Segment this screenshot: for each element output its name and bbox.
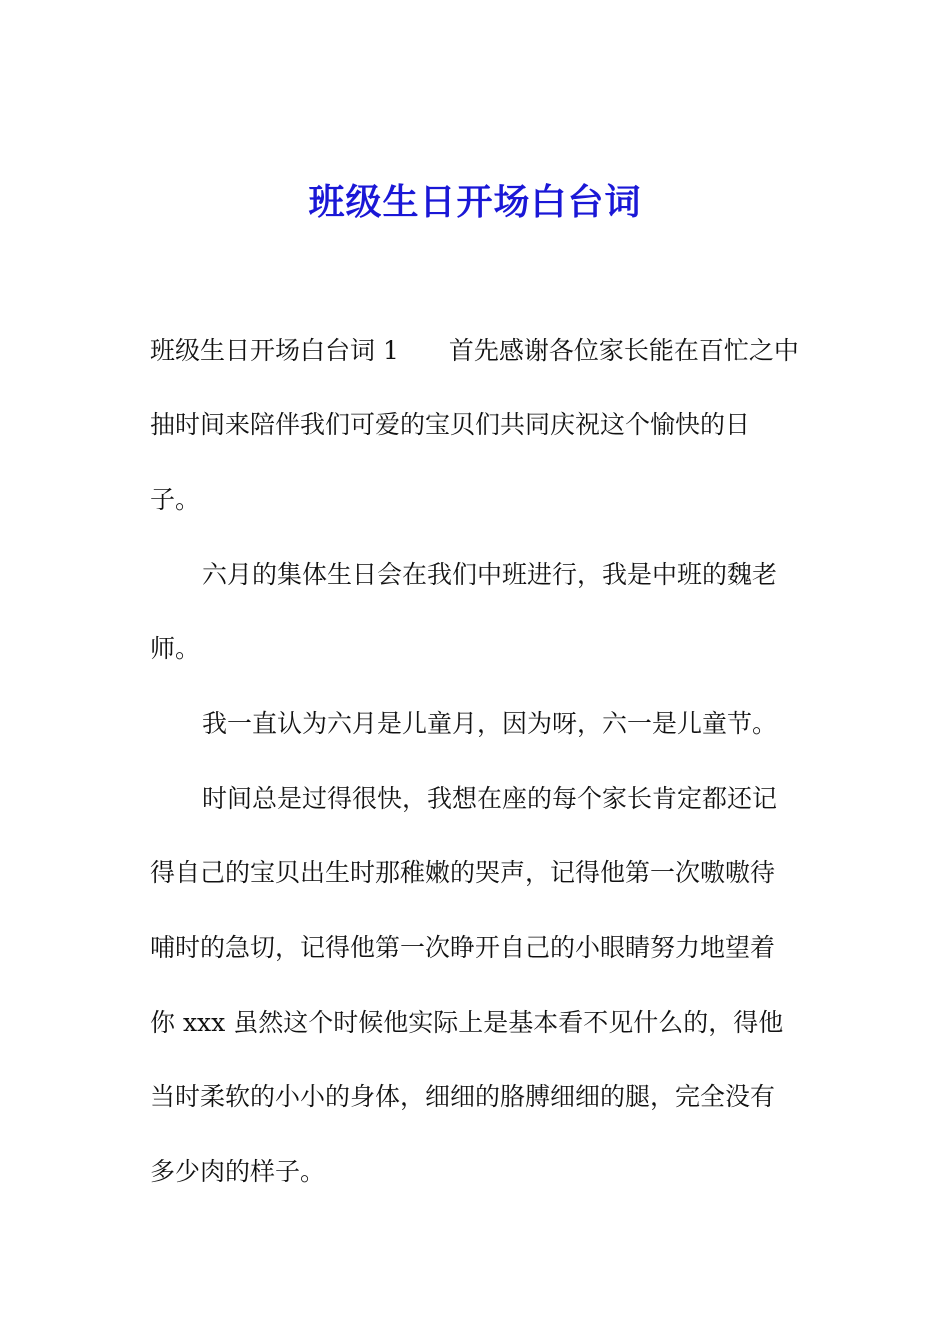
paragraph-line-2: 抽时间来陪伴我们可爱的宝贝们共同庆祝这个愉快的日: [150, 410, 751, 439]
paragraph-line-9: 哺时的急切，记得他第一次睁开自己的小眼睛努力地望着: [150, 933, 776, 962]
document-title: 班级生日开场白台词: [308, 181, 642, 223]
paragraph-line-5: 师。: [150, 634, 201, 663]
paragraph-line-6: 我一直认为六月是儿童月，因为呀，六一是儿童节。: [202, 709, 778, 738]
paragraph-line-10: 你 xxx 虽然这个时候他实际上是基本看不见什么的，得他: [150, 1008, 784, 1037]
paragraph-line-11: 当时柔软的小小的身体，细细的胳膊细细的腿，完全没有: [150, 1082, 776, 1111]
section-heading: 班级生日开场白台词 1: [150, 336, 399, 365]
paragraph-line-4: 六月的集体生日会在我们中班进行，我是中班的魏老: [202, 560, 778, 589]
paragraph-line-8: 得自己的宝贝出生时那稚嫩的哭声，记得他第一次嗷嗷待: [150, 858, 776, 887]
paragraph-line-12: 多少肉的样子。: [150, 1157, 326, 1186]
paragraph-line-3: 子。: [150, 485, 201, 514]
paragraph-line-1: [150, 331, 799, 371]
paragraph-text: 首先感谢各位家长能在百忙之中: [448, 336, 799, 365]
paragraph-line-7: 时间总是过得很快，我想在座的每个家长肯定都还记: [202, 784, 778, 813]
